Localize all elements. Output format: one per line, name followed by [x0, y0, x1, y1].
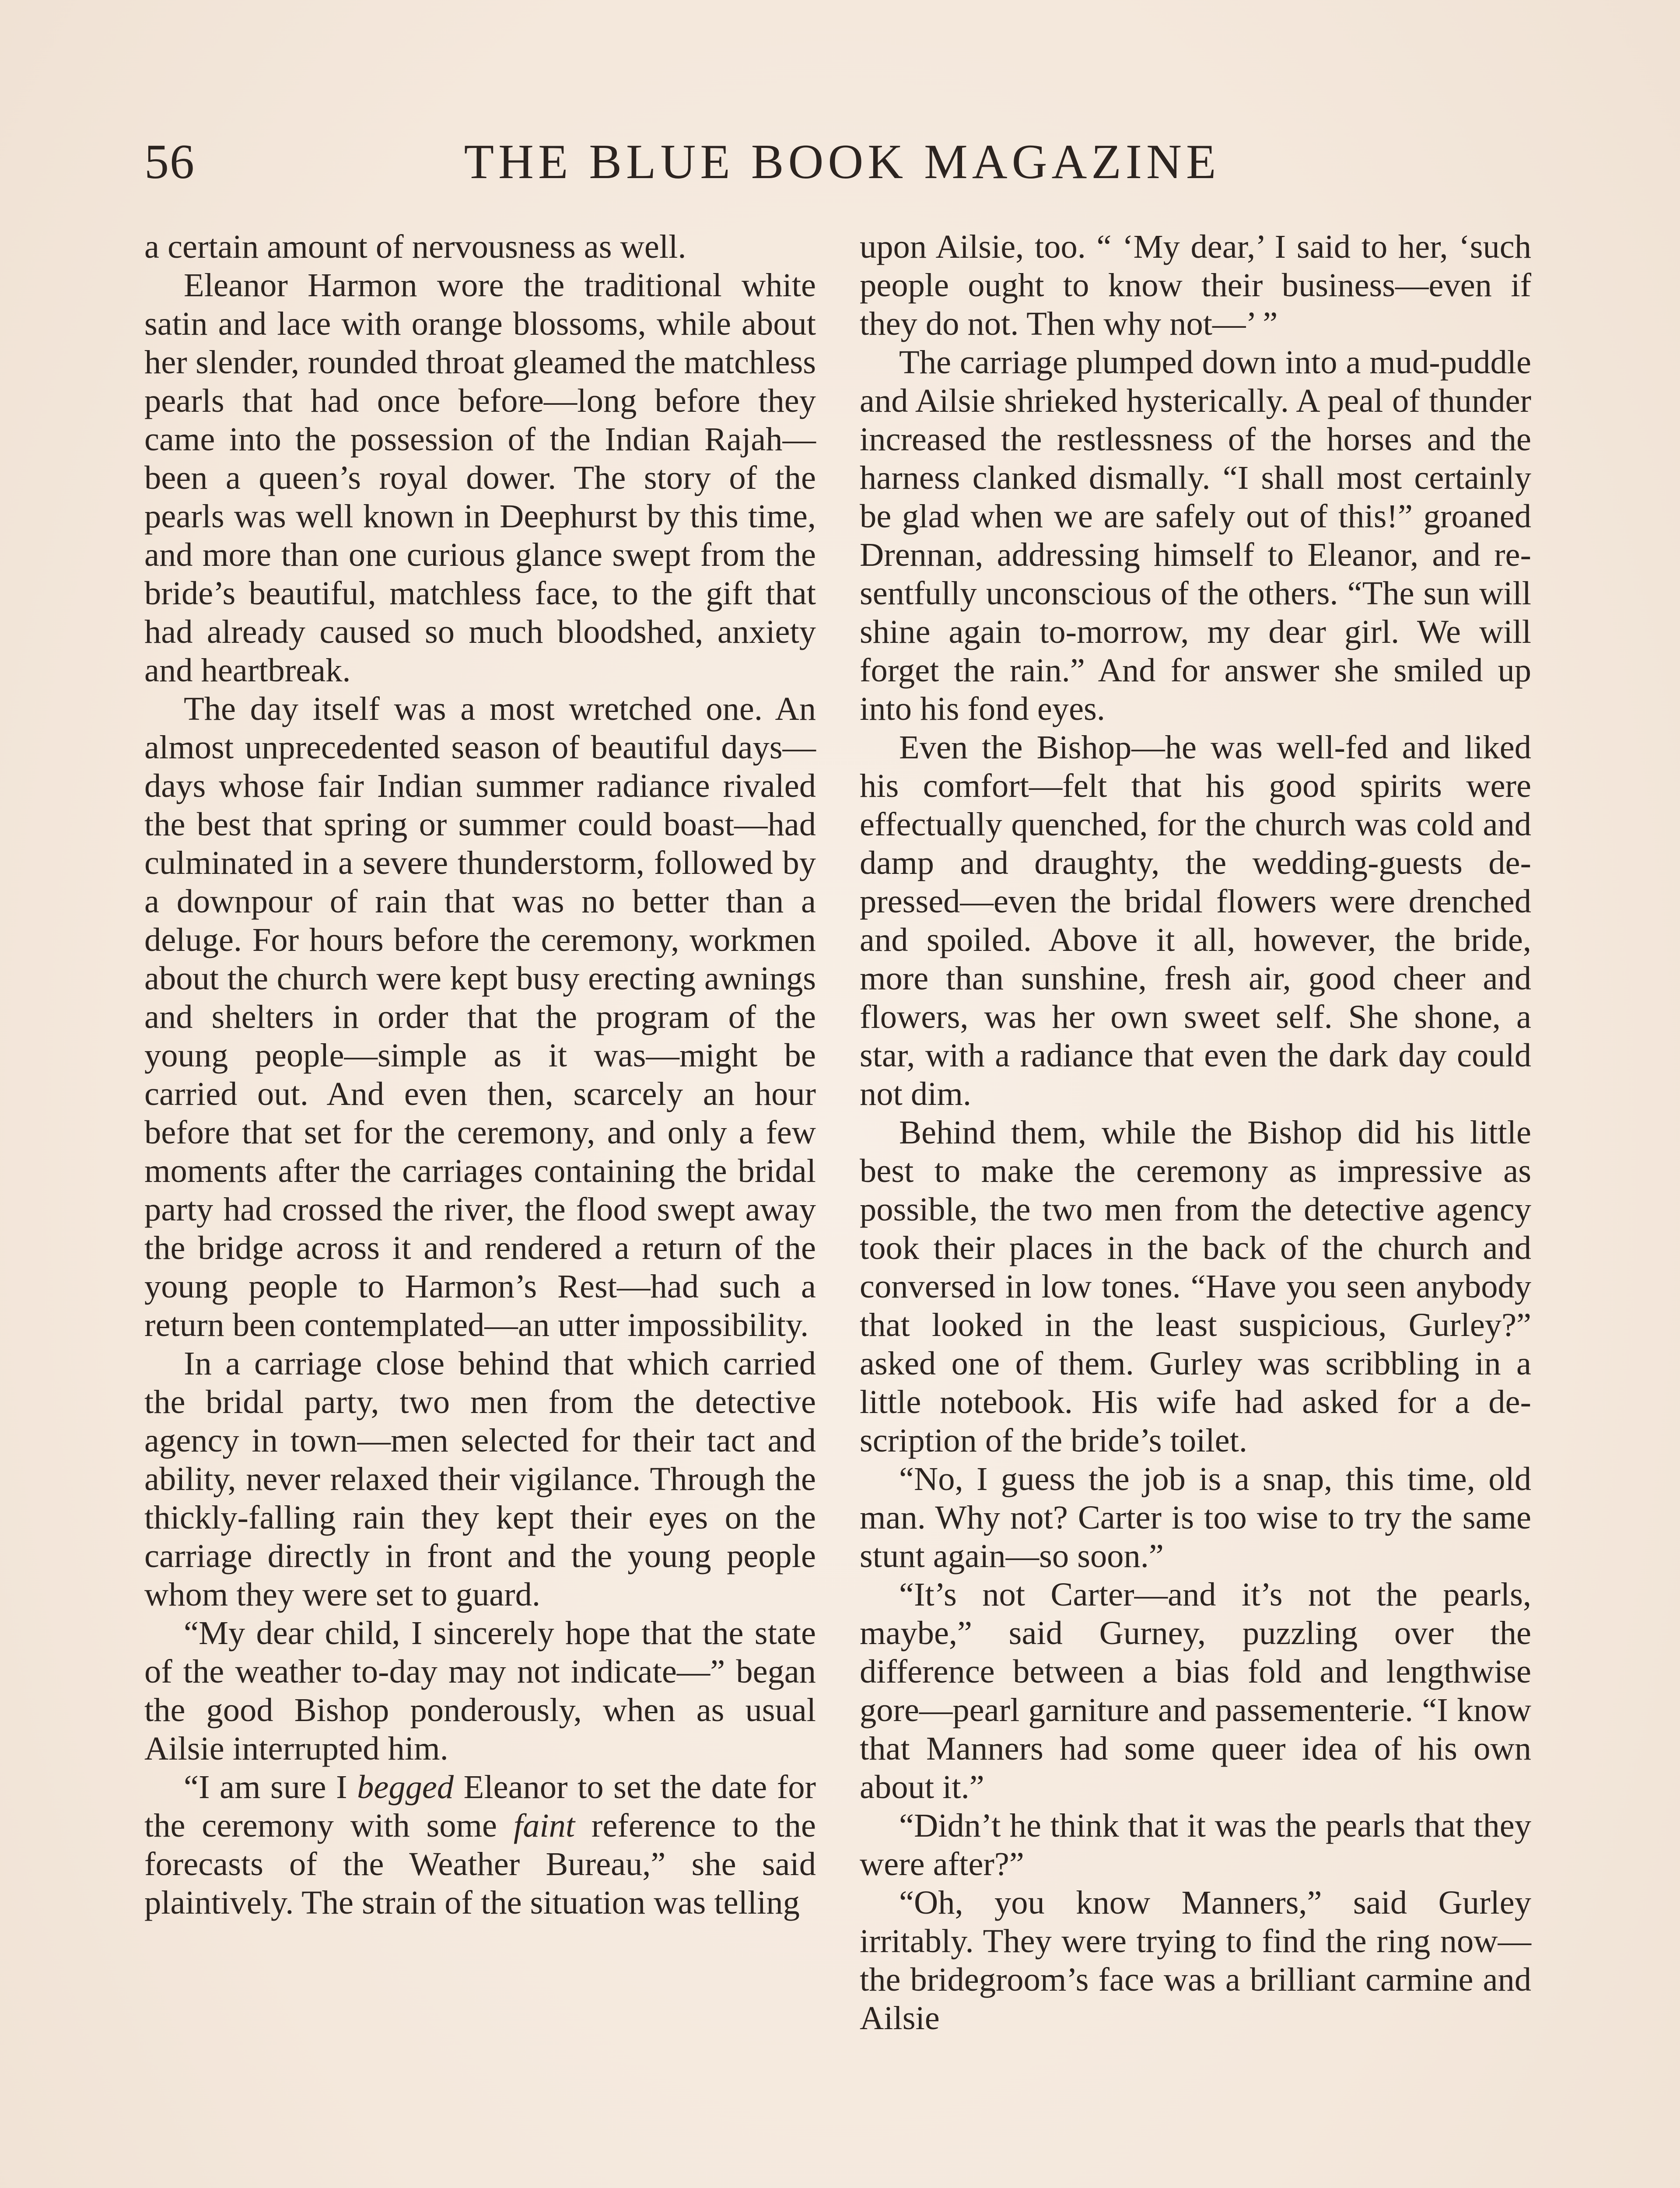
paragraph [144, 1768, 816, 1922]
paragraph: a certain amount of nervousness as well. [144, 228, 686, 265]
paragraph: Eleanor Harmon wore the traditional white satin and lace with orange blossoms, while about her slender, rounded throat gleamed the matchless pearls that had once before—long before they came into the possession of the Indian Rajah—been a queen’s royal dower. The story of the pearls was well known in Deephurst by this time, and more than one curious glance swept from the bride’s beautiful, matchless face, to the gift that had already caused so much bloodshed, anxiety and heartbreak. [144, 266, 816, 689]
page-header [144, 131, 1540, 193]
page-number: 56 [144, 135, 195, 189]
emphasis-text: begged [357, 1768, 454, 1806]
left-column [144, 228, 816, 1922]
running-title: THE BLUE BOOK MAGAZINE [464, 135, 1221, 189]
text-run: reference to the forecasts of the Weather Bureau,” she said plaintively. The strain of the situation was telling [144, 1807, 816, 1921]
paragraph: upon Ailsie, too. “ ‘My dear,’ I said to her, ‘such people ought to know their business—even if they do not. Then why not—’ ” [860, 228, 1531, 342]
paragraph: Behind them, while the Bishop did his little best to make the ceremony as impressive as possible, the two men from the detective agency took their places in the back of the church and conversed in low tones. “Have you seen anybody that looked in the least suspicious, Gurley?” asked one of them. Gurley was scribbling in a little notebook. His wife had asked for a description of the bride’s toilet. [860, 1114, 1531, 1459]
paragraph: Even the Bishop—he was well-fed and liked his comfort—felt that his good spirits were effectually quenched, for the church was cold and damp and draughty, the wedding-guests depressed—even the bridal flowers were drenched and spoiled. Above it all, however, the bride, more than sunshine, fresh air, good cheer and flowers, was her own sweet self. She shone, a star, with a radiance that even the dark day could not dim. [860, 729, 1531, 1112]
paragraph: In a carriage close behind that which carried the bridal party, two men from the detective agency in town—men selected for their tact and ability, never relaxed their vigilance. Through the thickly-falling rain they kept their eyes on the carriage directly in front and the young people whom they were set to guard. [144, 1345, 816, 1613]
paragraph: The carriage plumped down into a mud-puddle and Ailsie shrieked hysterically. A peal of thunder increased the restlessness of the horses and the harness clanked dismally. “I shall most certainly be glad when we are safely out of this!” groaned Drennan, addressing himself to Eleanor, and resentfully unconscious of the others. “The sun will shine again to-morrow, my dear girl. We will forget the rain.” And for answer she smiled up into his fond eyes. [860, 344, 1531, 727]
paragraph: “It’s not Carter—and it’s not the pearls, maybe,” said Gurney, puzzling over the difference between a bias fold and lengthwise gore—pearl garniture and passementerie. “I know that Manners had some queer idea of his own about it.” [860, 1576, 1531, 1806]
text-run: Eleanor to set the date for the ceremony with some [144, 1768, 816, 1844]
right-column [860, 228, 1531, 2037]
emphasis-text: faint [513, 1807, 575, 1844]
paragraph: “Didn’t he think that it was the pearls that they were after?” [860, 1807, 1531, 1883]
paragraph: “No, I guess the job is a snap, this time, old man. Why not? Carter is too wise to try the same stunt again—so soon.” [860, 1460, 1531, 1574]
text-run: “I am sure I [184, 1768, 357, 1806]
paragraph: The day itself was a most wretched one. An almost unprecedented season of beautiful days—days whose fair Indian summer radiance rivaled the best that spring or summer could boast—had culminated in a severe thunderstorm, followed by a downpour of rain that was no better than a deluge. For hours before the ceremony, workmen about the church were kept busy erecting awnings and shelters in order that the program of the young people—simple as it was—might be carried out. And even then, scarcely an hour before that set for the ceremony, and only a few moments after the carriages containing the bridal party had crossed the river, the flood swept away the bridge across it and rendered a return of the young people to Harmon’s Rest—had such a return been contemplated—an utter impossibility. [144, 690, 816, 1343]
paragraph: “Oh, you know Manners,” said Gurley irritably. They were trying to find the ring now—the bridegroom’s face was a brilliant carmine and Ailsie [860, 1884, 1531, 2037]
paragraph: “My dear child, I sincerely hope that the state of the weather to-day may not indicate—” began the good Bishop ponderously, when as usual Ailsie interrupted him. [144, 1614, 816, 1767]
